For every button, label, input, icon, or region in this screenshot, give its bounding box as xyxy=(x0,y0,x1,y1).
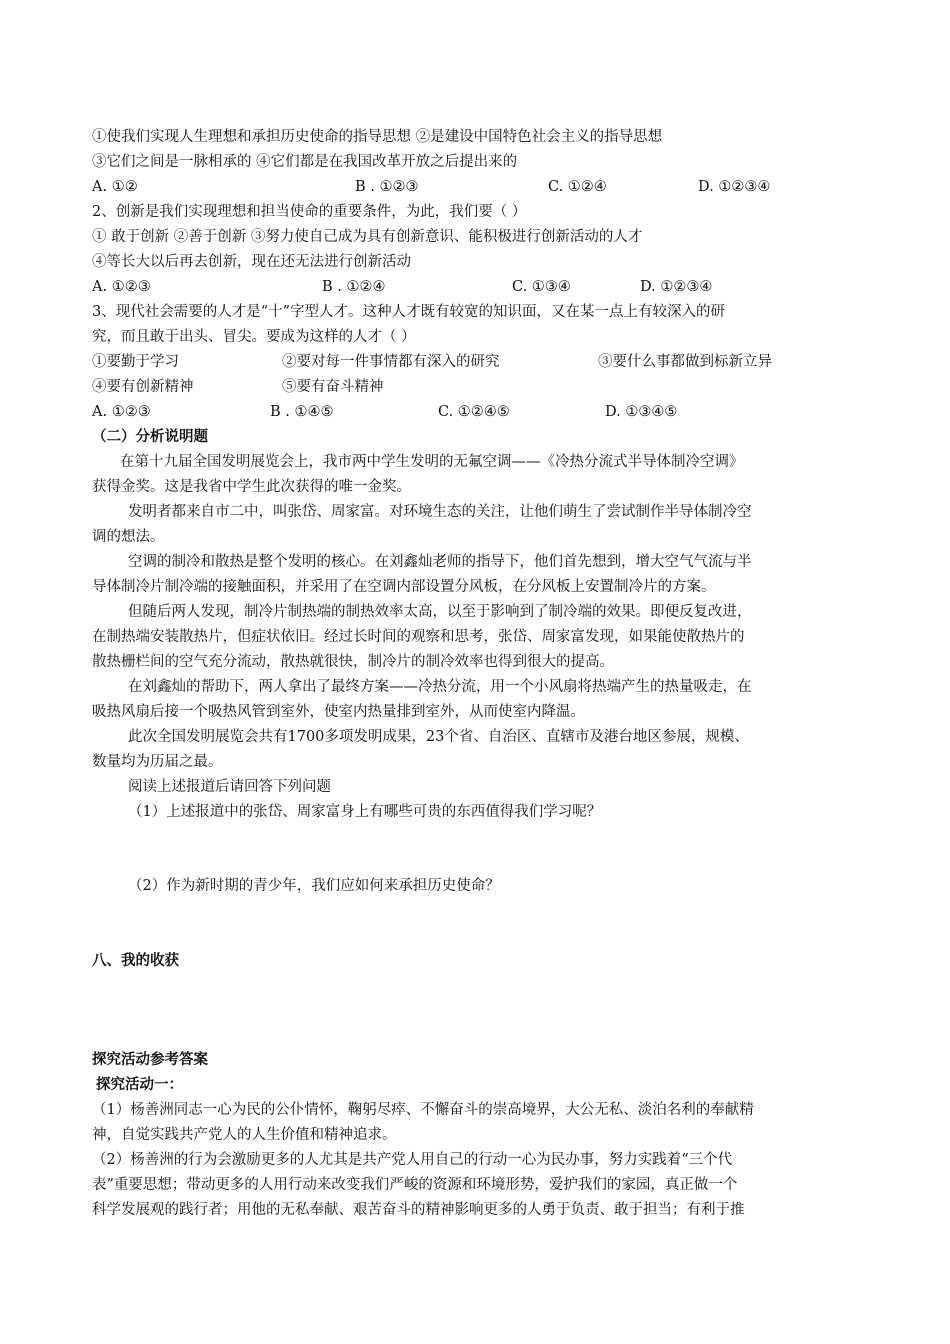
article-paragraph-2: 发明者都来自市二中，叫张岱、周家富。对环境生态的关注，让他们萌生了尝试制作半导体制冷空 xyxy=(128,504,752,520)
q3-choice-1: ①要勤于学习 xyxy=(92,354,179,370)
q3-choice-2: ②要对每一件事情都有深入的研究 xyxy=(282,354,500,370)
q3-choice-3: ③要什么事都做到标新立异 xyxy=(598,354,772,370)
q3-option-c: C. ①②④⑤ xyxy=(438,404,510,420)
article-paragraph-4: 但随后两人发现，制冷片制热端的制热效率太高，以至于影响到了制冷端的效果。即便反复改进， xyxy=(128,604,752,620)
reading-prompt: 阅读上述报道后请回答下列问题 xyxy=(128,779,331,795)
article-paragraph-4-cont2: 散热栅栏间的空气充分流动，散热就很快，制冷片的制冷效率也得到很大的提高。 xyxy=(92,654,614,670)
article-paragraph-6: 此次全国发明展览会共有1700多项发明成果，23个省、自治区、直辖市及港台地区参展，规模、 xyxy=(128,729,749,745)
section-heading-answers: 探究活动参考答案 xyxy=(92,1052,208,1068)
section-heading-harvest: 八、我的收获 xyxy=(92,953,179,969)
q2-option-b: B . ①②④ xyxy=(322,279,386,295)
answer-1-line1: （1）杨善洲同志一心为民的公仆情怀，鞠躬尽瘁、不懈奋斗的崇高境界，大公无私、淡泊名利的奉献精 xyxy=(92,1102,754,1118)
q3-choice-4: ④要有创新精神 xyxy=(92,379,194,395)
q2-option-a: A. ①②③ xyxy=(92,279,151,295)
article-paragraph-2-cont: 调的想法。 xyxy=(92,529,165,545)
article-paragraph-4-cont1: 在制热端安装散热片，但症状依旧。经过长时间的观察和思考，张岱、周家富发现，如果能使散热片的 xyxy=(92,629,745,645)
section-heading-analysis: （二）分析说明题 xyxy=(92,429,208,445)
article-paragraph-6-cont: 数量均为历届之最。 xyxy=(92,754,223,770)
q1-option-b: B . ①②③ xyxy=(355,179,419,195)
article-paragraph-3-cont: 导体制冷片制冷端的接触面积，并采用了在空调内部设置分风板，在分风板上安置制冷片的方案。 xyxy=(92,579,716,595)
q3-choice-5: ⑤要有奋斗精神 xyxy=(282,379,384,395)
q2-option-c: C. ①③④ xyxy=(512,279,571,295)
answer-2-line2: 表”重要思想；带动更多的人用行动来改变我们严峻的资源和环境形势，爱护我们的家园，真正做一个 xyxy=(92,1177,738,1193)
sub-question-2: （2）作为新时期的青少年，我们应如何来承担历史使命？ xyxy=(128,878,500,894)
q3-option-b: B . ①④⑤ xyxy=(270,404,334,420)
article-paragraph-1: 在第十九届全国发明展览会上，我市两中学生发明的无氟空调——《冷热分流式半导体制冷空调》 xyxy=(120,454,744,470)
answer-2-line3: 科学发展观的践行者；用他的无私奉献、艰苦奋斗的精神影响更多的人勇于负责、敢于担当；有利于推 xyxy=(92,1202,745,1218)
q3-stem-line2: 究，而且敢于出头、冒尖。要成为这样的人才（ ） xyxy=(92,329,416,345)
q1-option-a: A. ①② xyxy=(92,179,138,195)
answer-activity-1-heading: 探究活动一： xyxy=(96,1077,183,1093)
article-paragraph-5: 在刘鑫灿的帮助下，两人拿出了最终方案——冷热分流，用一个小风扇将热端产生的热量吸走，在 xyxy=(128,679,752,695)
q2-stem: 2、创新是我们实现理想和担当使命的重要条件，为此，我们要（ ） xyxy=(92,204,527,220)
q3-stem-line1: 3、现代社会需要的人才是“十”字型人才。这种人才既有较宽的知识面，又在某一点上有较深入的研 xyxy=(92,304,726,320)
answer-2-line1: （2）杨善洲的行为会激励更多的人尤其是共产党人用自己的行动一心为民办事，努力实践着“三个代 xyxy=(92,1152,733,1168)
sub-question-1: （1）上述报道中的张岱、周家富身上有哪些可贵的东西值得我们学习呢？ xyxy=(128,804,602,820)
article-paragraph-3: 空调的制冷和散热是整个发明的核心。在刘鑫灿老师的指导下，他们首先想到，增大空气气流与半 xyxy=(128,554,752,570)
article-paragraph-5-cont: 吸热风扇后接一个吸热风管到室外，使室内热量排到室外，从而使室内降温。 xyxy=(92,704,585,720)
q1-line1: ①使我们实现人生理想和承担历史使命的指导思想 ②是建设中国特色社会主义的指导思想 xyxy=(92,129,663,145)
article-paragraph-1-cont: 获得金奖。这是我省中学生此次获得的唯一金奖。 xyxy=(92,479,411,495)
q3-option-a: A. ①②③ xyxy=(92,404,151,420)
q1-line2: ③它们之间是一脉相承的 ④它们都是在我国改革开放之后提出来的 xyxy=(92,154,518,170)
q2-line2: ④等长大以后再去创新，现在还无法进行创新活动 xyxy=(92,254,411,270)
q1-option-d: D. ①②③④ xyxy=(698,179,771,195)
q3-option-d: D. ①③④⑤ xyxy=(605,404,678,420)
q2-line1: ① 敢于创新 ②善于创新 ③努力使自己成为具有创新意识、能积极进行创新活动的人才 xyxy=(92,229,643,245)
q2-option-d: D. ①②③④ xyxy=(640,279,713,295)
answer-1-line2: 神，自觉实践共产党人的人生价值和精神追求。 xyxy=(92,1127,397,1143)
q1-option-c: C. ①②④ xyxy=(548,179,607,195)
